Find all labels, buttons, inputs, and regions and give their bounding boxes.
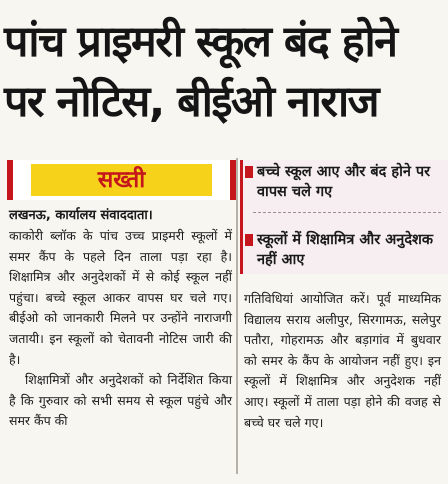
highlight-text: बच्चे स्कूल आए और बंद होने पर वापस चले गए bbox=[257, 164, 431, 200]
highlight-divider bbox=[253, 212, 441, 213]
highlights-box bbox=[240, 160, 448, 274]
section-tag: सख्ती bbox=[31, 164, 212, 196]
headline bbox=[4, 12, 444, 132]
headline-line-1: पांच प्राइमरी स्कूल बंद होने bbox=[4, 17, 397, 67]
headline-line-2: पर नोटिस, बीईओ नाराज bbox=[4, 77, 379, 127]
article-body-left bbox=[9, 226, 232, 432]
paragraph: शिक्षामित्रों और अनुदेशकों को निर्देशित किया है कि गुरुवार को सभी समय से स्कूल पहुंचे और समर कैंप की bbox=[9, 372, 232, 429]
square-bullet-icon bbox=[245, 234, 253, 246]
column-divider bbox=[236, 158, 238, 474]
section-tag-box bbox=[7, 160, 236, 200]
highlight-item bbox=[257, 162, 442, 202]
square-bullet-icon bbox=[245, 166, 253, 178]
byline: लखनऊ, कार्यालय संवाददाता। bbox=[9, 208, 153, 223]
paragraph: गतिविधियां आयोजित करें। पूर्व माध्यमिक विद्यालय सराय अलीपुर, सिरगामऊ, सलेपुर पतौरा, गोहरामऊ और बड़ागांव में बुधवार को समर के कैंप के आयोजन नहीं हुए। इन स्कूलों में शिक्षामित्र और अनुदेशक नहीं आए। स्कूलों में ताला पड़ा होने की वजह से बच्चे घर चले गए। bbox=[244, 291, 441, 430]
article-body-right bbox=[244, 289, 441, 433]
highlight-text: स्कूलों में शिक्षामित्र और अनुदेशक नहीं आए bbox=[257, 232, 434, 268]
paragraph: काकोरी ब्लॉक के पांच उच्च प्राइमरी स्कूलों में समर कैंप के पहले दिन ताला पड़ा रहा है। शिक्षामित्र और अनुदेशकों में से कोई स्कूल नहीं पहुंचा। बच्चे स्कूल आकर वापस घर चले गए। बीईओ को जानकारी मिलने पर उन्होंने नाराजगी जतायी। इन स्कूलों को चेतावनी नोटिस जारी की है। bbox=[9, 228, 232, 367]
highlight-item bbox=[257, 230, 442, 270]
